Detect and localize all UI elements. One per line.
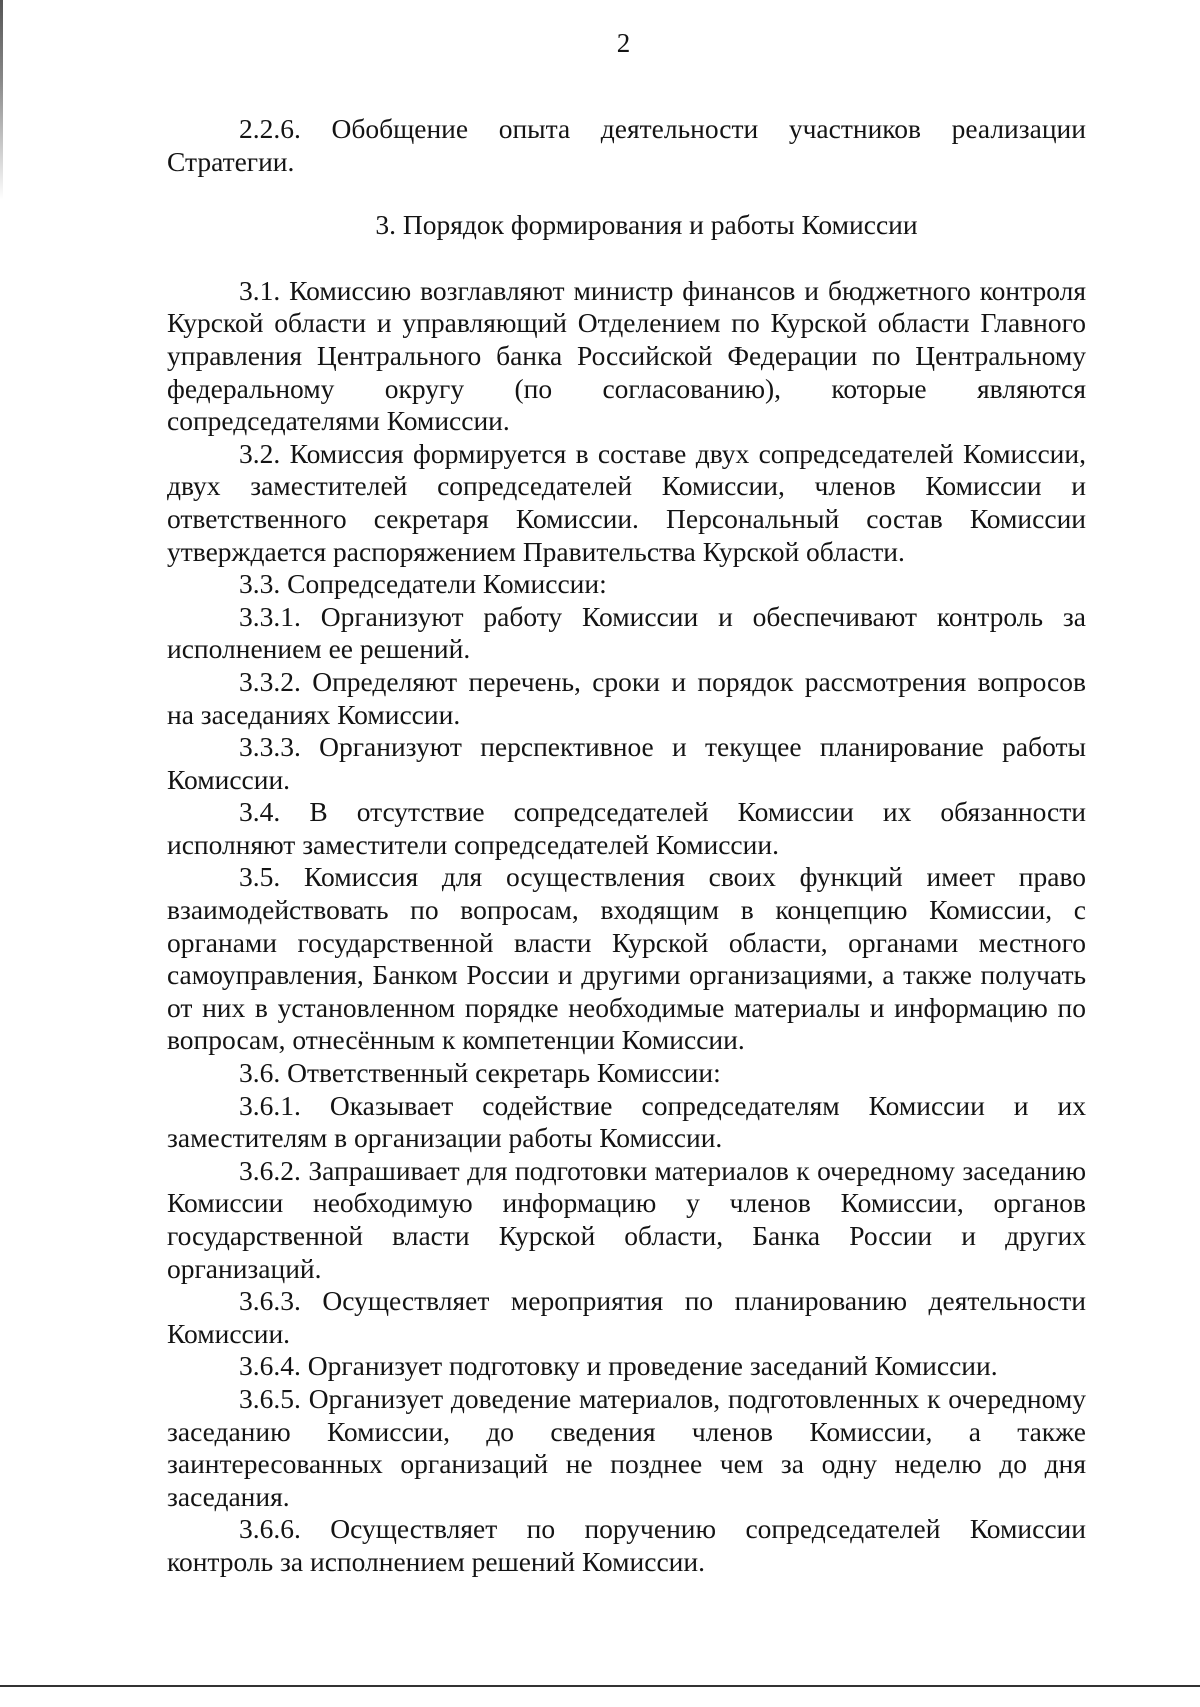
paragraph-3-3-2: 3.3.2. Определяют перечень, сроки и порядок рассмотрения вопросов на заседаниях Комиссии. <box>167 665 1086 730</box>
page-number: 2 <box>616 28 631 58</box>
paragraph-3-3: 3.3. Сопредседатели Комиссии: <box>239 568 607 600</box>
section-heading: 3. Порядок формирования и работы Комиссии <box>375 209 918 241</box>
paragraph-3-6-3: 3.6.3. Осуществляет мероприятия по планированию деятельности Комиссии. <box>167 1285 1086 1349</box>
paragraph-3-6-5: 3.6.5. Организует доведение материалов, подготовленных к очередному заседанию Комиссии, до сведения членов Комиссии, а также заинтересованных организаций не позднее чем за одну неделю до дня заседания. <box>167 1382 1086 1512</box>
paragraph-3-6: 3.6. Ответственный секретарь Комиссии: <box>239 1057 721 1089</box>
document-body <box>167 113 1086 1579</box>
paragraph-3-5: 3.5. Комиссия для осуществления своих функций имеет право взаимодействовать по вопросам, входящим в концепцию Комиссии, с органами государственной власти Курской области, органами местного самоуправления, Банком России и другими организациями, а также получать от них в установленном порядке необходимые материалы и информацию по вопросам, отнесённым к компетенции Комиссии. <box>167 861 1086 1056</box>
paragraph-3-6-6: 3.6.6. Осуществляет по поручению сопредседателей Комиссии контроль за исполнением решений Комиссии. <box>167 1513 1086 1577</box>
paragraph-2-2-6: 2.2.6. Обобщение опыта деятельности участников реализации Стратегии. <box>167 113 1086 177</box>
paragraph-3-1: 3.1. Комиссию возглавляют министр финансов и бюджетного контроля Курской области и управляющий Отделением по Курской области Главного управления Центрального банка Российской Федерации по Центральному федеральному округу (по согласованию), которые являются сопредседателями Комиссии. <box>167 274 1086 437</box>
paragraph-3-4: 3.4. В отсутствие сопредседателей Комиссии их обязанности исполняют заместители сопредседателей Комиссии. <box>167 796 1086 860</box>
paragraph-3-2: 3.2. Комиссия формируется в составе двух сопредседателей Комиссии, двух заместителей сопредседателей Комиссии, членов Комиссии и ответственного секретаря Комиссии. Персональный состав Комиссии утверждается распоряжением Правительства Курской области. <box>167 437 1086 567</box>
scan-edge-bottom <box>0 1685 1200 1687</box>
paragraph-3-6-4: 3.6.4. Организует подготовку и проведение заседаний Комиссии. <box>239 1350 998 1382</box>
paragraph-3-3-1: 3.3.1. Организуют работу Комиссии и обеспечивают контроль за исполнением ее решений. <box>167 600 1086 665</box>
paragraph-3-3-3: 3.3.3. Организуют перспективное и текущее планирование работы Комиссии. <box>167 731 1086 795</box>
paragraph-3-6-1: 3.6.1. Оказывает содействие сопредседателям Комиссии и их заместителям в организации работы Комиссии. <box>167 1089 1086 1154</box>
paragraph-3-6-2: 3.6.2. Запрашивает для подготовки материалов к очередному заседанию Комиссии необходимую информацию у членов Комиссии, органов государственной власти Курской области, Банка России и других организаций. <box>167 1154 1086 1284</box>
